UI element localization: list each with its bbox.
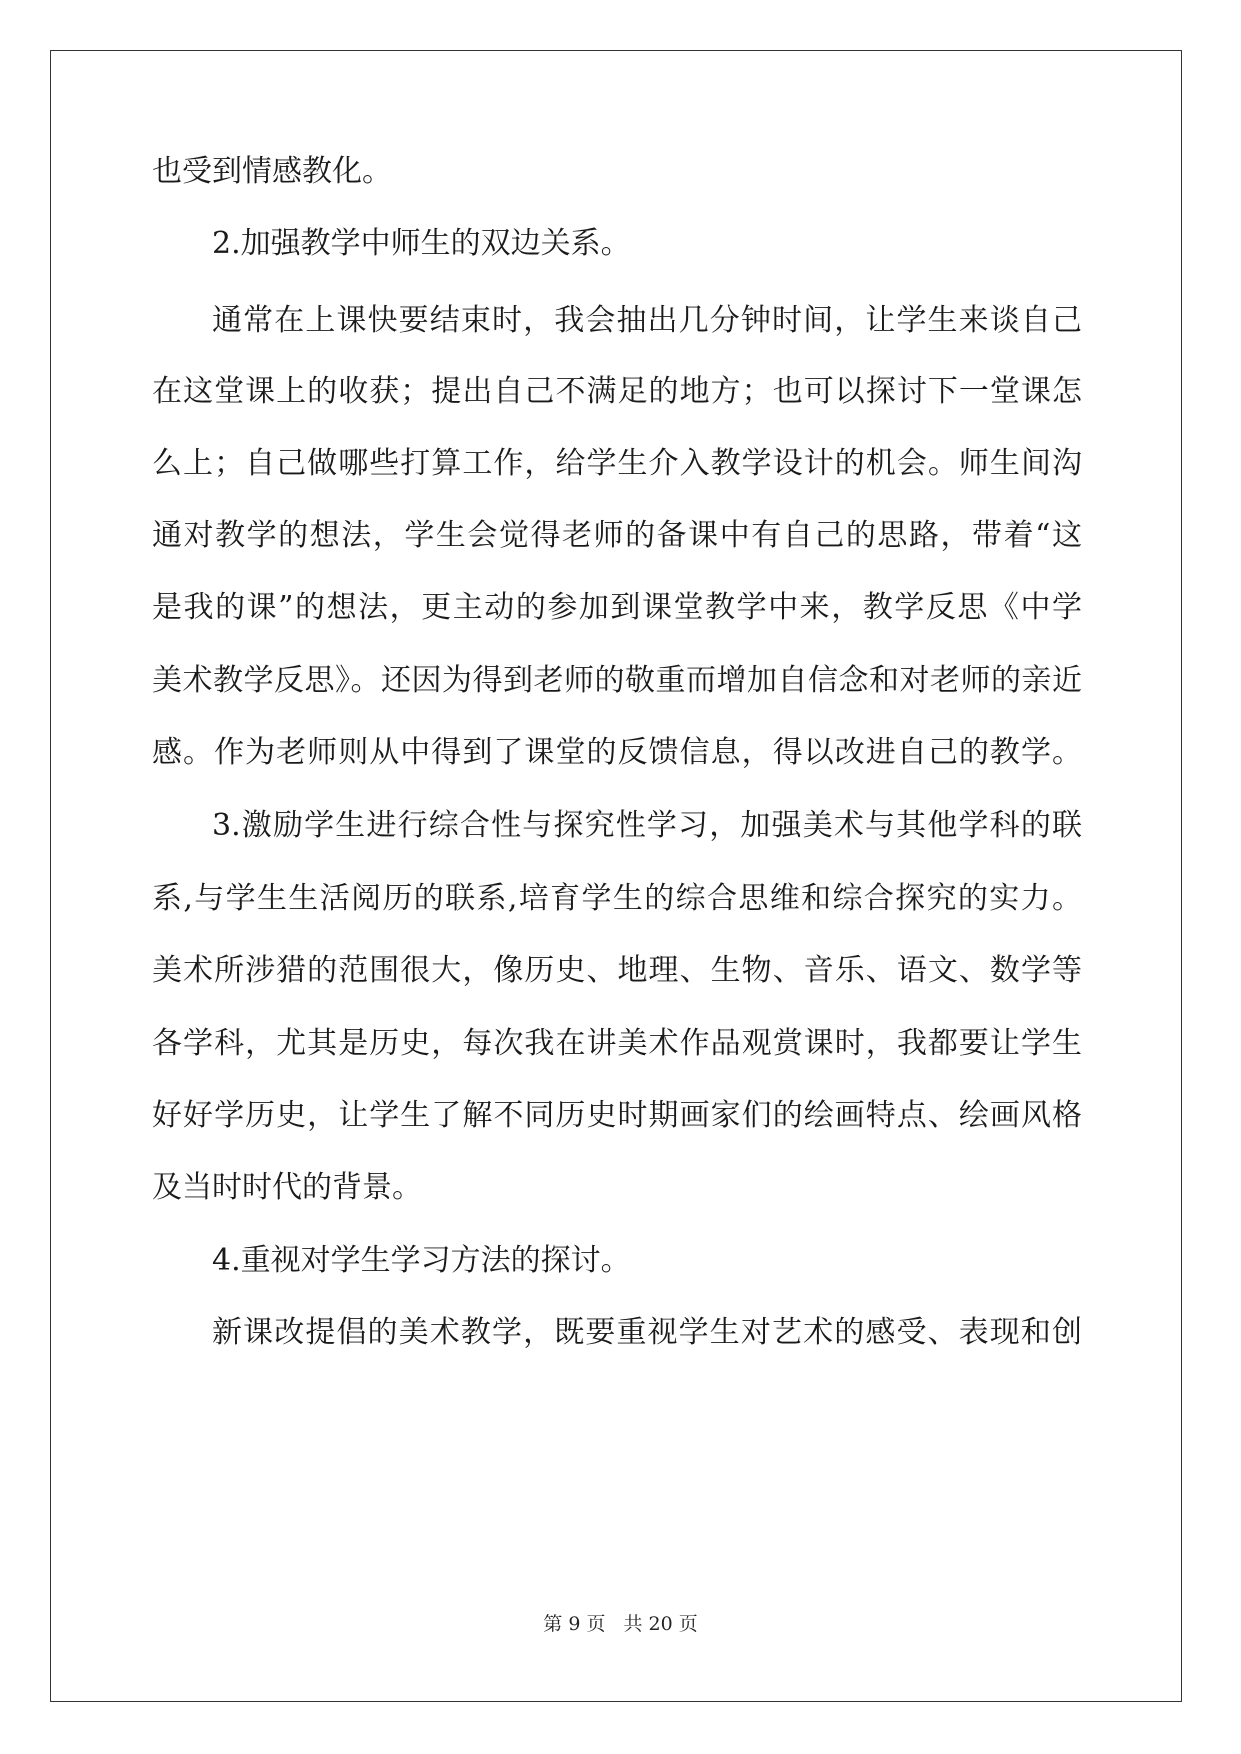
text-line: 通对教学的想法，学生会觉得老师的备课中有自己的思路，带着“这 [152,518,1082,553]
text-line: 么上；自己做哪些打算工作，给学生介入教学设计的机会。师生间沟 [152,446,1082,481]
page-number: 第 9 页 [543,1613,606,1635]
text-line: 4.重视对学生学习方法的探讨。 [212,1243,631,1278]
page-border [50,50,1182,1702]
text-line: 感。作为老师则从中得到了课堂的反馈信息，得以改进自己的教学。 [152,735,1082,770]
text-line: 系,与学生生活阅历的联系,培育学生的综合思维和综合探究的实力。 [152,881,1082,916]
text-line: 各学科，尤其是历史，每次我在讲美术作品观赏课时，我都要让学生 [152,1026,1082,1061]
text-line: 美术教学反思》。还因为得到老师的敬重而增加自信念和对老师的亲近 [152,663,1082,698]
text-line: 新课改提倡的美术教学，既要重视学生对艺术的感受、表现和创 [212,1315,1082,1350]
page-total: 共 20 页 [623,1613,698,1635]
text-line: 通常在上课快要结束时，我会抽出几分钟时间，让学生来谈自己 [212,303,1082,338]
text-line: 美术所涉猎的范围很大，像历史、地理、生物、音乐、语文、数学等 [152,953,1082,988]
text-line: 也受到情感教化。 [152,154,392,189]
page-footer [0,1612,1241,1636]
text-line: 好好学历史，让学生了解不同历史时期画家们的绘画特点、绘画风格 [152,1098,1082,1133]
text-line: 2.加强教学中师生的双边关系。 [212,226,631,261]
text-line: 3.激励学生进行综合性与探究性学习，加强美术与其他学科的联 [212,808,1082,843]
text-line: 在这堂课上的收获；提出自己不满足的地方；也可以探讨下一堂课怎 [152,374,1082,409]
text-line: 是我的课”的想法，更主动的参加到课堂教学中来，教学反思《中学 [152,590,1082,625]
text-line: 及当时时代的背景。 [152,1170,422,1205]
